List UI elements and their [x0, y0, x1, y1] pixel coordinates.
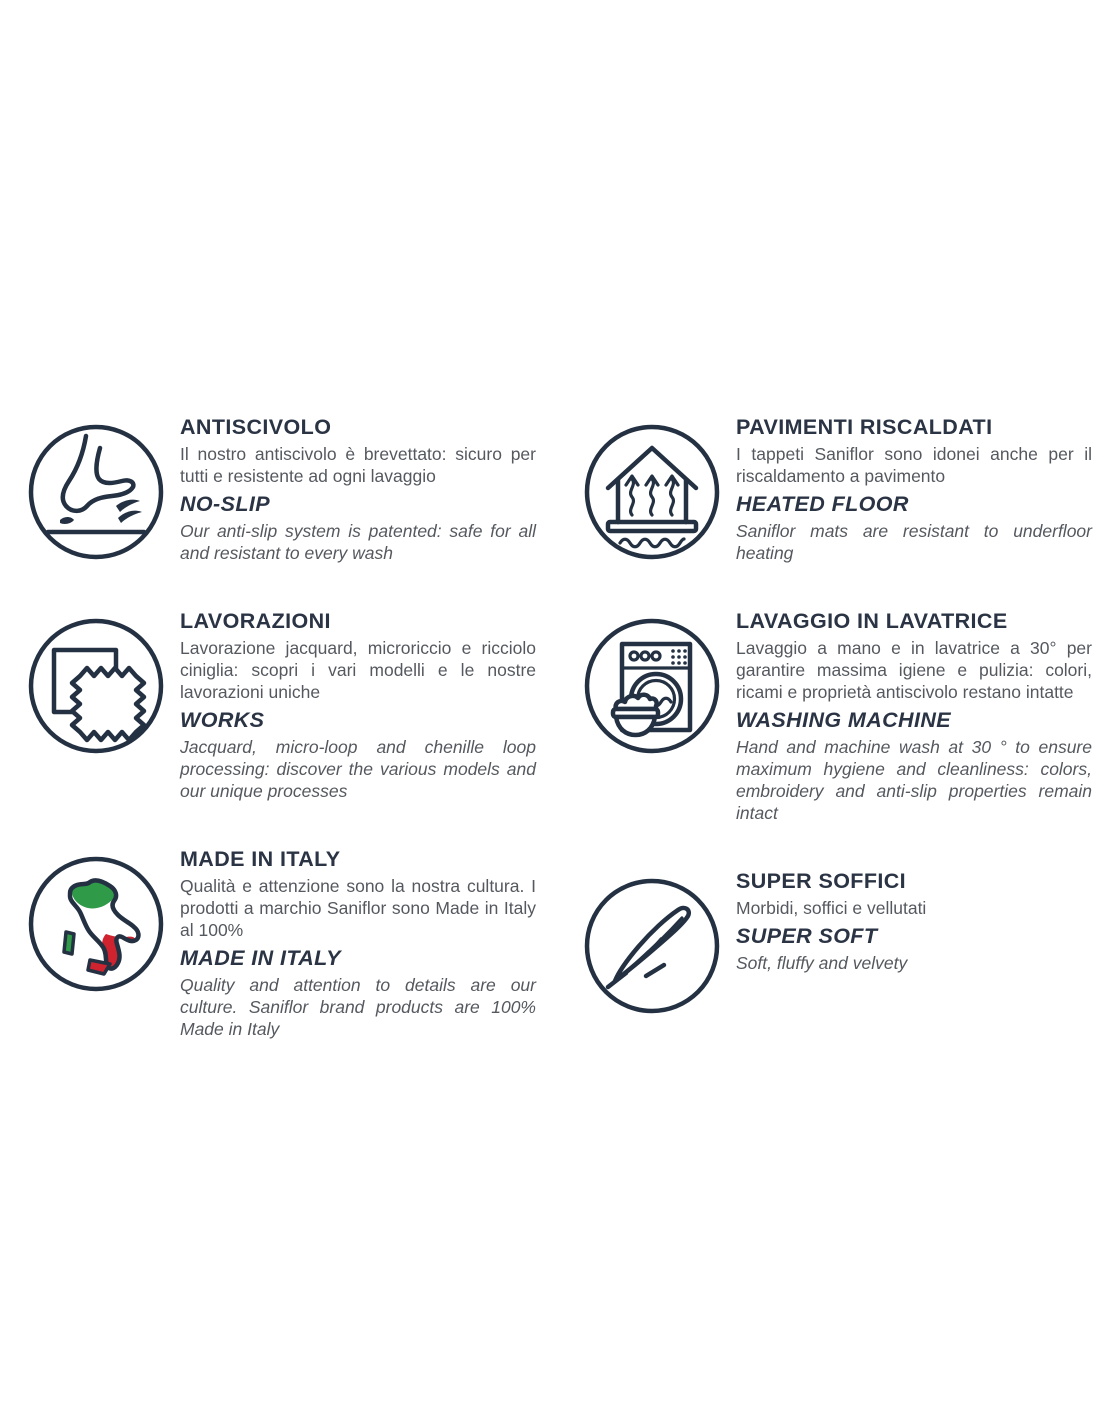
feature-desc-en: Saniflor mats are resistant to underfloor heating: [736, 521, 1092, 563]
right-column: [582, 414, 1092, 1040]
feature-desc-it: Morbidi, soffici e vellutati: [736, 898, 927, 918]
feature-desc-en: Our anti-slip system is patented: safe for all and resistant to every wash: [180, 521, 536, 563]
feature-title-en: WASHING MACHINE: [736, 708, 952, 732]
feature-desc-it: Il nostro antiscivolo è brevettato: sicuro per tutti e resistente ad ogni lavaggio: [180, 444, 536, 486]
works-fabric-icon: [26, 616, 166, 756]
feature-title-it: ANTISCIVOLO: [180, 415, 332, 439]
feature-texts: [736, 414, 1092, 564]
feature-texts: [736, 868, 1092, 974]
feature-works: [26, 608, 536, 802]
feature-title-en: SUPER SOFT: [736, 924, 878, 948]
feature-washing-machine: [582, 608, 1092, 824]
feature-heated-floor: [582, 414, 1092, 564]
feature-texts: [180, 846, 536, 1040]
feature-made-in-italy: [26, 846, 536, 1040]
feature-title-en: MADE IN ITALY: [180, 946, 341, 970]
made-in-italy-icon: [26, 854, 166, 994]
feature-title-it: SUPER SOFFICI: [736, 869, 907, 893]
feature-desc-it: Lavorazione jacquard, microriccio e ricciolo ciniglia: scopri i vari modelli e le nostre lavorazioni uniche: [180, 638, 536, 702]
feature-title-en: WORKS: [180, 708, 265, 732]
no-slip-icon: [26, 422, 166, 562]
feature-no-slip: [26, 414, 536, 564]
feature-texts: [180, 608, 536, 802]
washing-machine-icon: [582, 616, 722, 756]
feature-title-en: NO-SLIP: [180, 492, 270, 516]
feature-desc-en: Jacquard, micro-loop and chenille loop processing: discover the various models and our unique processes: [180, 737, 536, 801]
heated-floor-icon: [582, 422, 722, 562]
feature-title-it: PAVIMENTI RISCALDATI: [736, 415, 993, 439]
feature-title-en: HEATED FLOOR: [736, 492, 909, 516]
left-column: [26, 414, 536, 1040]
feature-desc-it: Qualità e attenzione sono la nostra cultura. I prodotti a marchio Saniflor sono Made in Italy al 100%: [180, 876, 536, 940]
feature-title-it: LAVORAZIONI: [180, 609, 331, 633]
feature-desc-en: Hand and machine wash at 30 ° to ensure maximum hygiene and cleanliness: colors, embroidery and anti-slip properties remain intact: [736, 737, 1092, 823]
feature-title-it: LAVAGGIO IN LAVATRICE: [736, 609, 1008, 633]
feature-title-it: MADE IN ITALY: [180, 847, 341, 871]
feature-desc-en: Quality and attention to details are our culture. Saniflor brand products are 100% Made in Italy: [180, 975, 536, 1039]
feature-super-soft: [582, 868, 1092, 1016]
super-soft-feather-icon: [582, 876, 722, 1016]
feature-texts: [736, 608, 1092, 824]
feature-desc-en: Soft, fluffy and velvety: [736, 953, 908, 973]
feature-texts: [180, 414, 536, 564]
feature-desc-it: I tappeti Saniflor sono idonei anche per il riscaldamento a pavimento: [736, 444, 1092, 486]
feature-desc-it: Lavaggio a mano e in lavatrice a 30° per garantire massima igiene e pulizia: colori, ricami e proprietà antiscivolo restano intatte: [736, 638, 1092, 702]
